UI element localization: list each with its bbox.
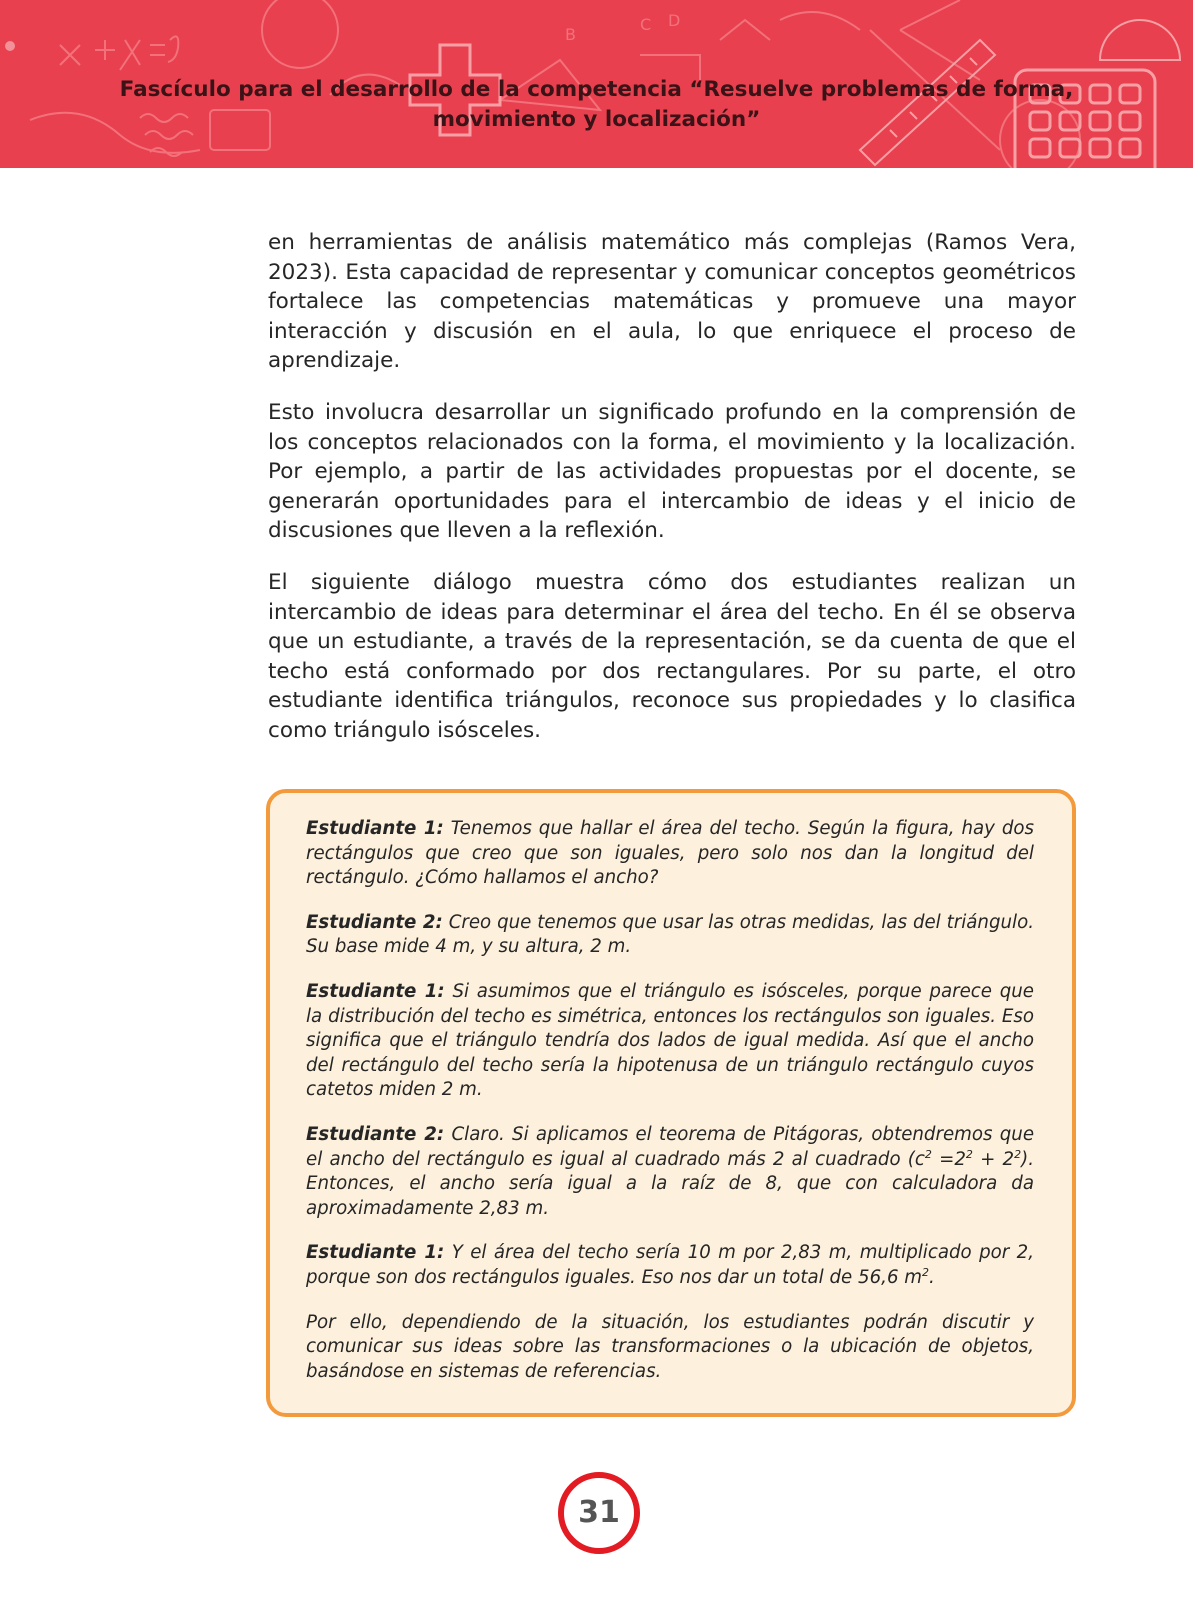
dialog-turn — [306, 1241, 1034, 1290]
page-number: 31 — [578, 1495, 620, 1530]
dialog-turn — [306, 980, 1034, 1103]
dialog-closing: Por ello, dependiendo de la situación, los estudiantes podrán discutir y comunicar sus ideas sobre las transformaciones o la ubicación de objetos, basándose en sistemas de referencias. — [306, 1311, 1034, 1382]
exponent: 2 — [1014, 1147, 1022, 1161]
body-paragraph: El siguiente diálogo muestra cómo dos estudiantes realizan un intercambio de ideas para determinar el área del techo. En él se observa que un estudiante, a través de la representación, se da cuenta de que el techo está conformado por dos rectangulares. Por su parte, el otro estudiante identifica triángulos, reconoce sus propiedades y lo clasifica como triángulo isósceles. — [268, 569, 1076, 743]
page-header — [0, 0, 1193, 168]
dialog-speaker: Estudiante 2: — [306, 1123, 445, 1145]
dialog-speaker: Estudiante 1: — [306, 980, 445, 1002]
page-number-badge — [556, 1470, 642, 1556]
dialog-speaker: Estudiante 2: — [306, 911, 443, 933]
dialog-text: Y el área del techo sería 10 m por 2,83 m, multiplicado por 2, porque son dos rectángulos iguales. Eso nos dar un total de 56,6 m — [306, 1242, 1034, 1288]
dialog-text: Claro. Si aplicamos el teorema de Pitágoras, obtendremos que el ancho del rectángulo es igual al cuadrado más 2 al cuadrado (c — [306, 1123, 1035, 1170]
dialog-turn — [306, 817, 1034, 891]
dialog-text: Creo que tenemos que usar las otras medidas, las del triángulo. Su base mide 4 m, y su altura, 2 m. — [306, 911, 1034, 958]
svg-text:C: C — [640, 15, 652, 34]
dialog-text: Tenemos que hallar el área del techo. Según la figura, hay dos rectángulos que creo que son iguales, pero solo nos dan la longitud del rectángulo. ¿Cómo hallamos el ancho? — [306, 818, 1034, 889]
dialog-text: =2 — [931, 1148, 966, 1170]
svg-text:B: B — [565, 25, 576, 44]
svg-text:D: D — [668, 11, 681, 30]
body-paragraph: en herramientas de análisis matemático más complejas (Ramos Vera, 2023). Esta capacidad de representar y comunicar conceptos geométricos fortalece las competencias matemáticas y promueve una mayor interacción y discusión en el aula, lo que enriquece el proceso de aprendizaje. — [268, 230, 1076, 374]
exponent: 2 — [965, 1147, 973, 1161]
header-title: Fascículo para el desarrollo de la competencia “Resuelve problemas de forma, movimiento y localización” — [119, 77, 1074, 132]
dialog-speaker: Estudiante 1: — [306, 818, 444, 839]
body-text — [268, 228, 1076, 768]
exponent: 2 — [924, 1147, 932, 1161]
dialog-turn — [306, 911, 1034, 960]
dialog-speaker: Estudiante 1: — [306, 1242, 445, 1264]
protractor-icon — [1100, 20, 1180, 60]
dialog-text: + 2 — [972, 1148, 1015, 1170]
body-paragraph: Esto involucra desarrollar un significado profundo en la comprensión de los conceptos relacionados con la forma, el movimiento y la localización. Por ejemplo, a partir de las actividades propuestas por el docente, se generarán oportunidades para el intercambio de ideas y el inicio de discusiones que lleven a la reflexión. — [268, 399, 1076, 544]
exponent: 2 — [922, 1265, 930, 1279]
dialog-text: . — [929, 1266, 935, 1288]
student-dialog-box — [266, 789, 1076, 1417]
dialog-turn — [306, 1123, 1034, 1221]
dialog-text: ). Entonces, el ancho sería igual a la raíz de 8, que con calculadora da aproximadamente 2,83 m. — [306, 1148, 1035, 1219]
dialog-text: Si asumimos que el triángulo es isósceles, porque parece que la distribución del techo es simétrica, entonces los rectángulos son iguales. Eso significa que el triángulo tendría dos lados de igual medida. Así que el ancho del rectángulo del techo sería la hipotenusa de un triángulo rectángulo cuyos catetos miden 2 m. — [306, 980, 1034, 1101]
